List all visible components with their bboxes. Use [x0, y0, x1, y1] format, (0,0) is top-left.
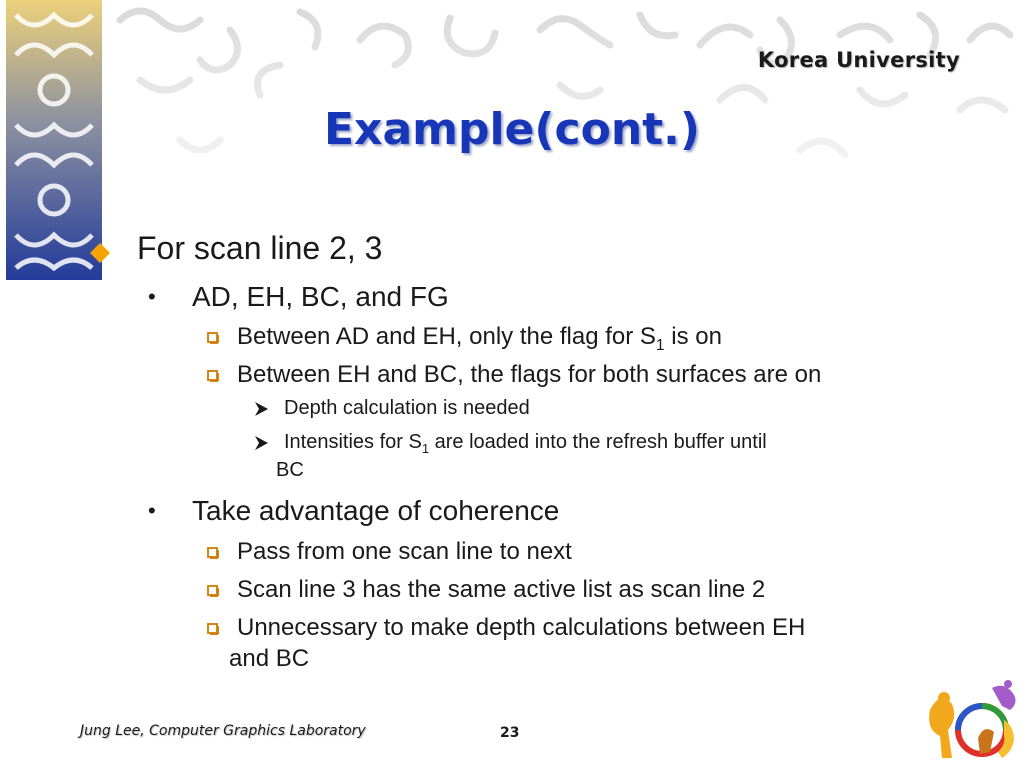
- arrowhead-bullet-icon: [253, 435, 269, 451]
- page-number: 23: [500, 725, 520, 741]
- bullet-level3-text: Scan line 3 has the same active list as scan line 2: [237, 576, 766, 603]
- bullet-level4-text: Intensities for $S_1$ are loaded into the refresh buffer until: [284, 431, 767, 456]
- institution-logo-text: Korea University: [757, 48, 960, 72]
- bullet-level3-text: Between AD and EH, only the flag for $S_1$ is on: [237, 323, 722, 354]
- dot-bullet-icon: •: [148, 498, 156, 523]
- hollow-square-bullet-icon: [207, 370, 219, 382]
- footer-author: Jung Lee, Computer Graphics Laboratory: [80, 723, 366, 739]
- bullet-level3-continuation: and BC: [229, 645, 310, 672]
- mascot-figures-icon: [922, 680, 1022, 766]
- hollow-square-bullet-icon: [207, 623, 219, 635]
- hollow-square-bullet-icon: [207, 547, 219, 559]
- bullet-level2-text: AD, EH, BC, and FG: [192, 281, 449, 312]
- bullet-level3-text: Between EH and BC, the flags for both surfaces are on: [237, 361, 822, 388]
- bullet-level4-continuation: BC: [276, 459, 304, 481]
- bullet-level3-text: Pass from one scan line to next: [237, 538, 572, 565]
- diamond-bullet-icon: [89, 242, 111, 264]
- slide-title: Example(cont.): [324, 104, 700, 155]
- hollow-square-bullet-icon: [207, 585, 219, 597]
- bullet-level1-text: For scan line 2, 3: [137, 230, 383, 266]
- dot-bullet-icon: •: [148, 284, 156, 309]
- bullet-level2-text: Take advantage of coherence: [192, 495, 560, 526]
- bullet-level3-text: Unnecessary to make depth calculations between EH: [237, 614, 806, 641]
- bullet-level4-text: Depth calculation is needed: [284, 397, 530, 419]
- hollow-square-bullet-icon: [207, 332, 219, 344]
- arrowhead-bullet-icon: [253, 401, 269, 417]
